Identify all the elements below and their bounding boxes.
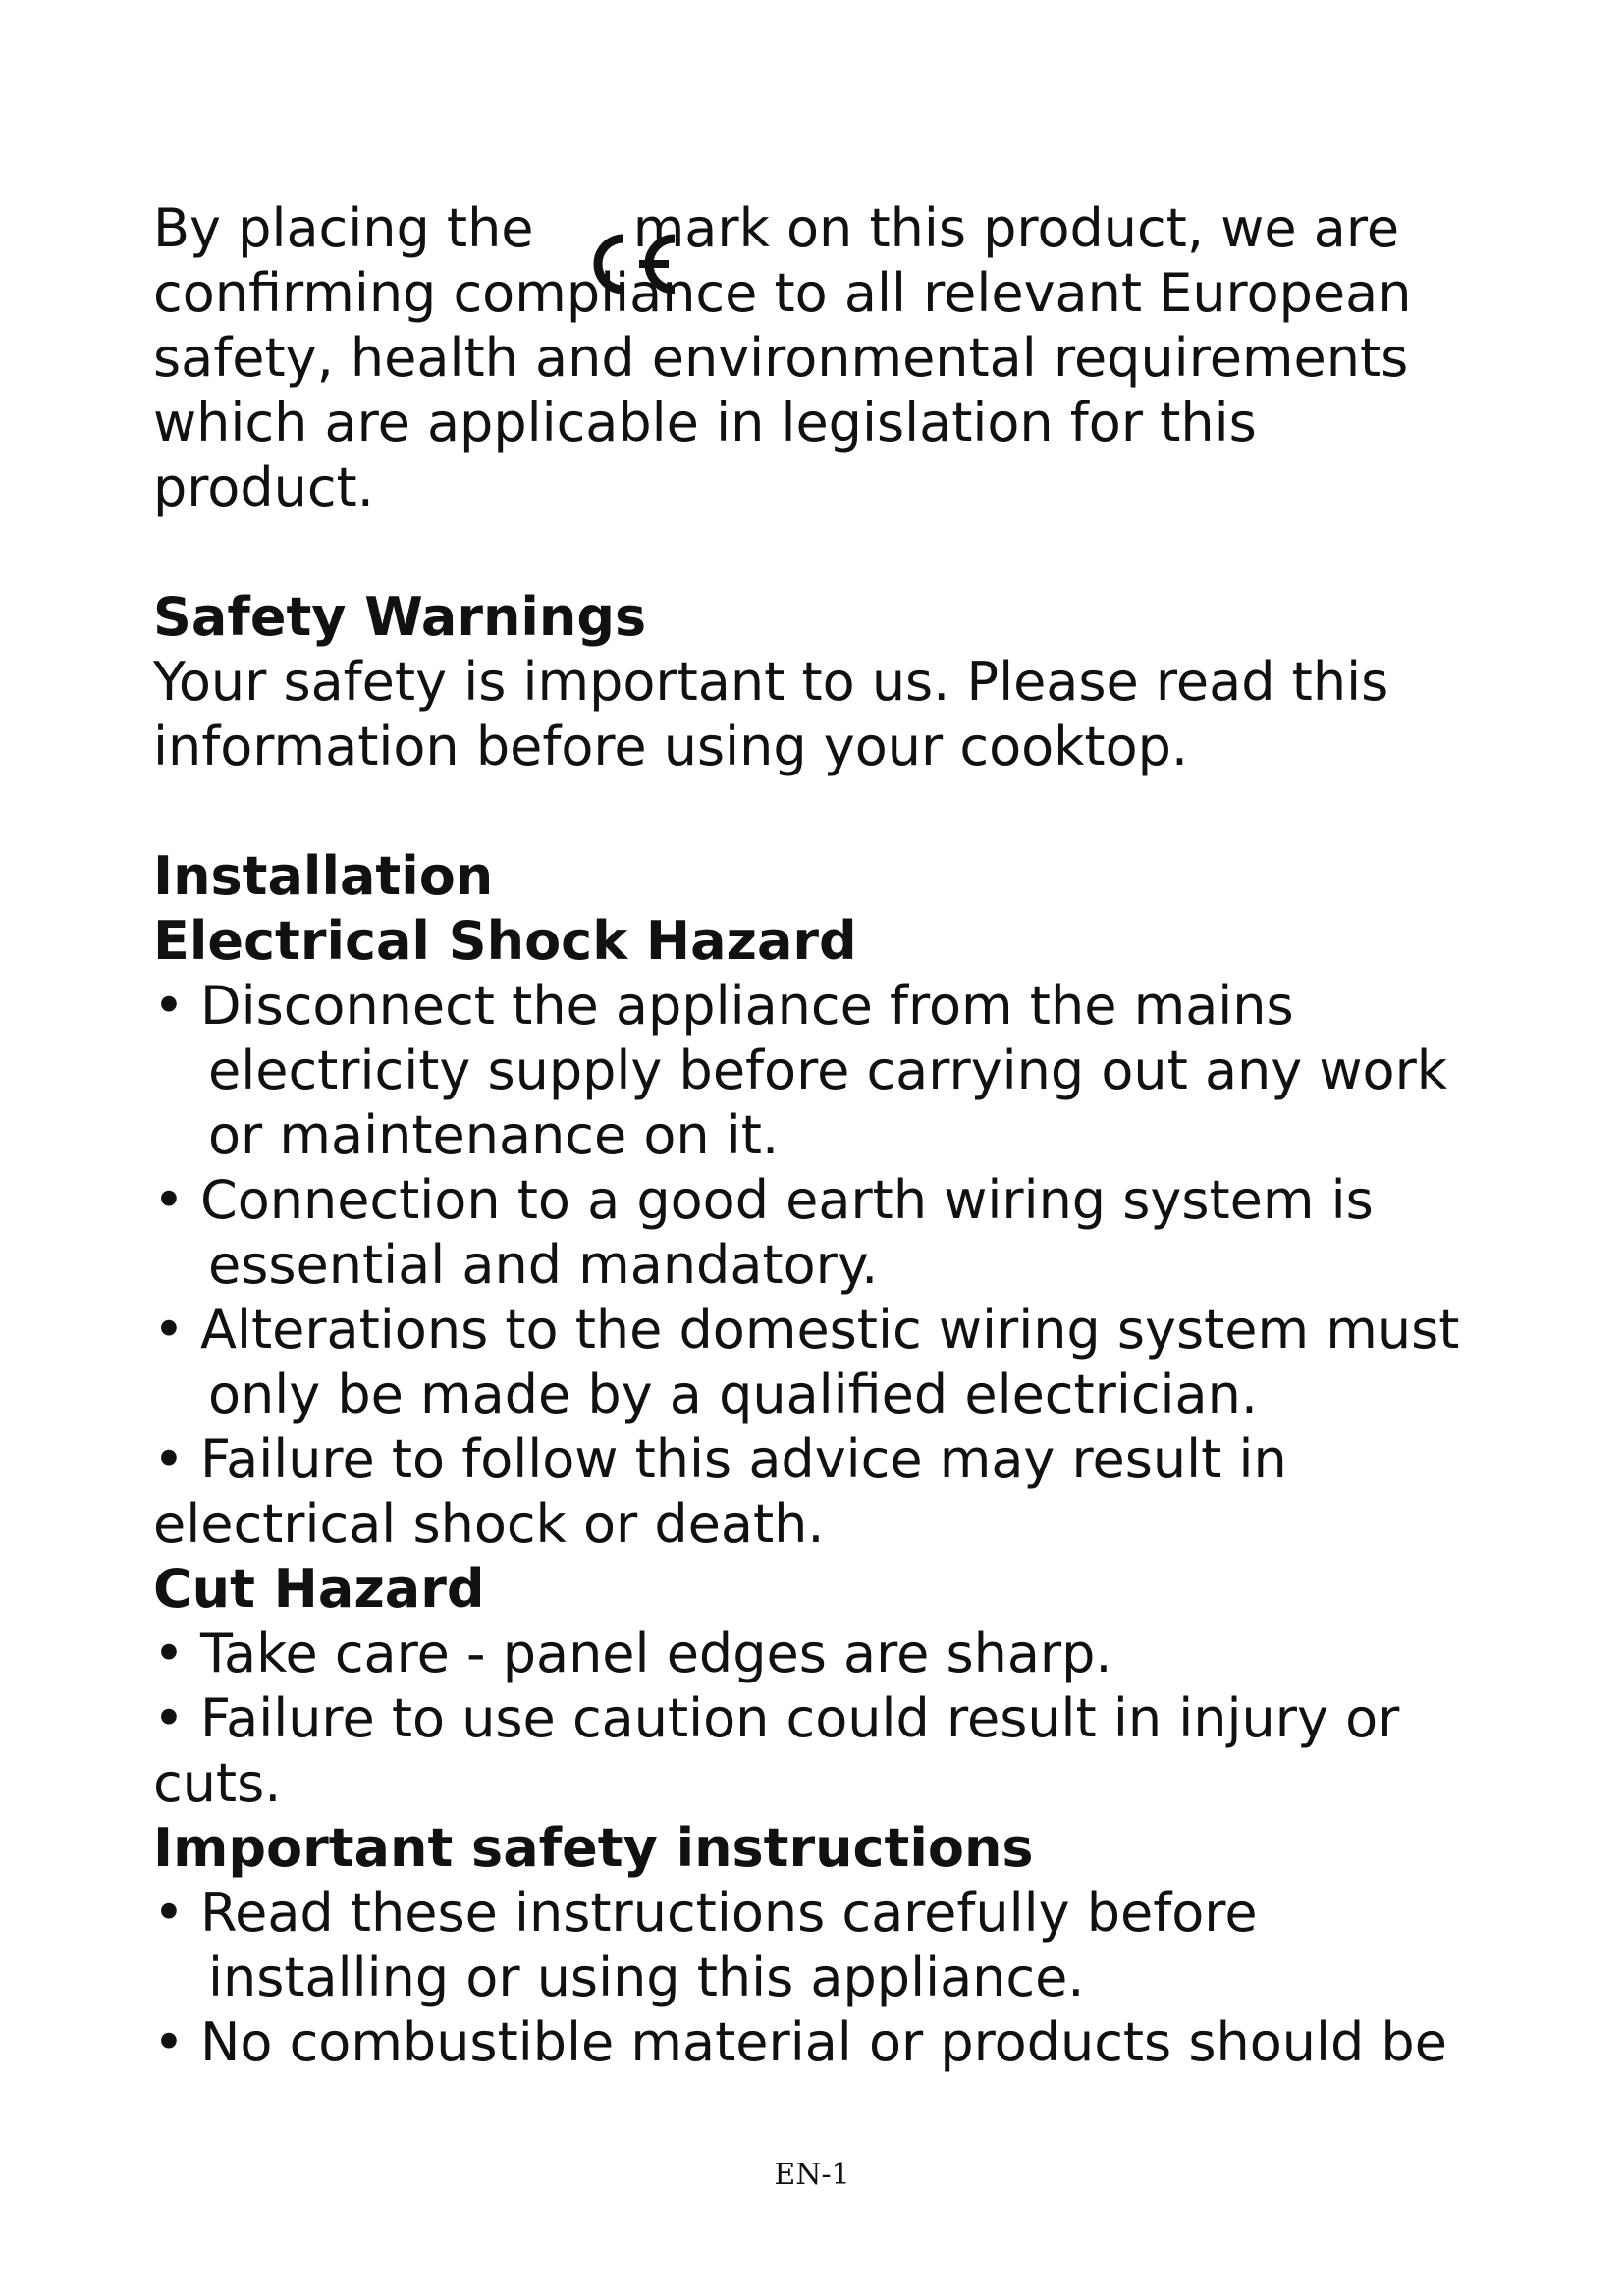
bullet-text: Alterations to the domestic wiring system must (200, 1299, 1460, 1361)
cut-hazard-heading: Cut Hazard (153, 1558, 485, 1620)
bullet-dot: • (153, 1299, 185, 1361)
important-bullet-1-cont: installing or using this appliance. (208, 1947, 1085, 2008)
important-bullet-1 (153, 1881, 1547, 1946)
bullet-text: Failure to follow this advice may result in (200, 1428, 1287, 1490)
electrical-bullet-4 (153, 1427, 1547, 1492)
important-safety-heading: Important safety instructions (153, 1817, 1034, 1879)
spacer (153, 779, 1547, 844)
cut-bullet-2-line: cuts. (153, 1752, 282, 1814)
intro-line-1-prefix: By placing the (153, 197, 551, 259)
electrical-bullet-1-cont-2: or maintenance on it. (208, 1104, 780, 1166)
page-number: EN-1 (774, 2158, 850, 2192)
bullet-dot: • (153, 1882, 185, 1944)
important-bullet-2 (153, 2010, 1547, 2075)
bullet-dot: • (153, 1428, 185, 1490)
electrical-bullet-4-line: electrical shock or death. (153, 1493, 825, 1555)
intro-line-1 (153, 196, 1547, 261)
bullet-text: Take care - panel edges are sharp. (200, 1623, 1112, 1684)
bullet-dot: • (153, 2011, 185, 2073)
electrical-bullet-2-cont-1: essential and mandatory. (208, 1234, 879, 1296)
electrical-bullet-1 (153, 974, 1547, 1039)
intro-line-3: safety, health and environmental requirements (153, 327, 1409, 389)
bullet-dot: • (153, 1687, 185, 1749)
bullet-dot: • (153, 1169, 185, 1231)
cut-bullet-1 (153, 1622, 1547, 1686)
electrical-bullet-1-cont-1: electricity supply before carrying out any work (208, 1040, 1448, 1101)
bullet-text: Connection to a good earth wiring system is (200, 1169, 1374, 1231)
cut-bullet-2 (153, 1686, 1547, 1751)
electrical-bullet-3 (153, 1298, 1547, 1362)
spacer (153, 520, 1547, 585)
electrical-shock-heading: Electrical Shock Hazard (153, 910, 857, 972)
intro-line-2: confirming compliance to all relevant European (153, 262, 1412, 324)
document-page (153, 196, 1547, 2075)
electrical-bullet-2 (153, 1168, 1547, 1233)
bullet-text: No combustible material or products should be (200, 2011, 1447, 2073)
safety-warnings-heading: Safety Warnings (153, 586, 647, 648)
intro-line-4: which are applicable in legislation for this (153, 392, 1257, 454)
safety-warnings-line-1: Your safety is important to us. Please read this (153, 651, 1389, 713)
bullet-text: Failure to use caution could result in injury or (200, 1687, 1400, 1749)
intro-line-5: product. (153, 456, 374, 518)
installation-heading: Installation (153, 845, 494, 907)
bullet-dot: • (153, 975, 185, 1037)
intro-line-1-suffix: mark on this product, we are (632, 197, 1400, 259)
bullet-text: Read these instructions carefully before (200, 1882, 1258, 1944)
bullet-text: Disconnect the appliance from the mains (200, 975, 1294, 1037)
ce-mark-logo (578, 229, 686, 299)
bullet-dot: • (153, 1623, 185, 1684)
electrical-bullet-3-cont-1: only be made by a qualified electrician. (208, 1363, 1259, 1425)
safety-warnings-line-2: information before using your cooktop. (153, 716, 1189, 777)
